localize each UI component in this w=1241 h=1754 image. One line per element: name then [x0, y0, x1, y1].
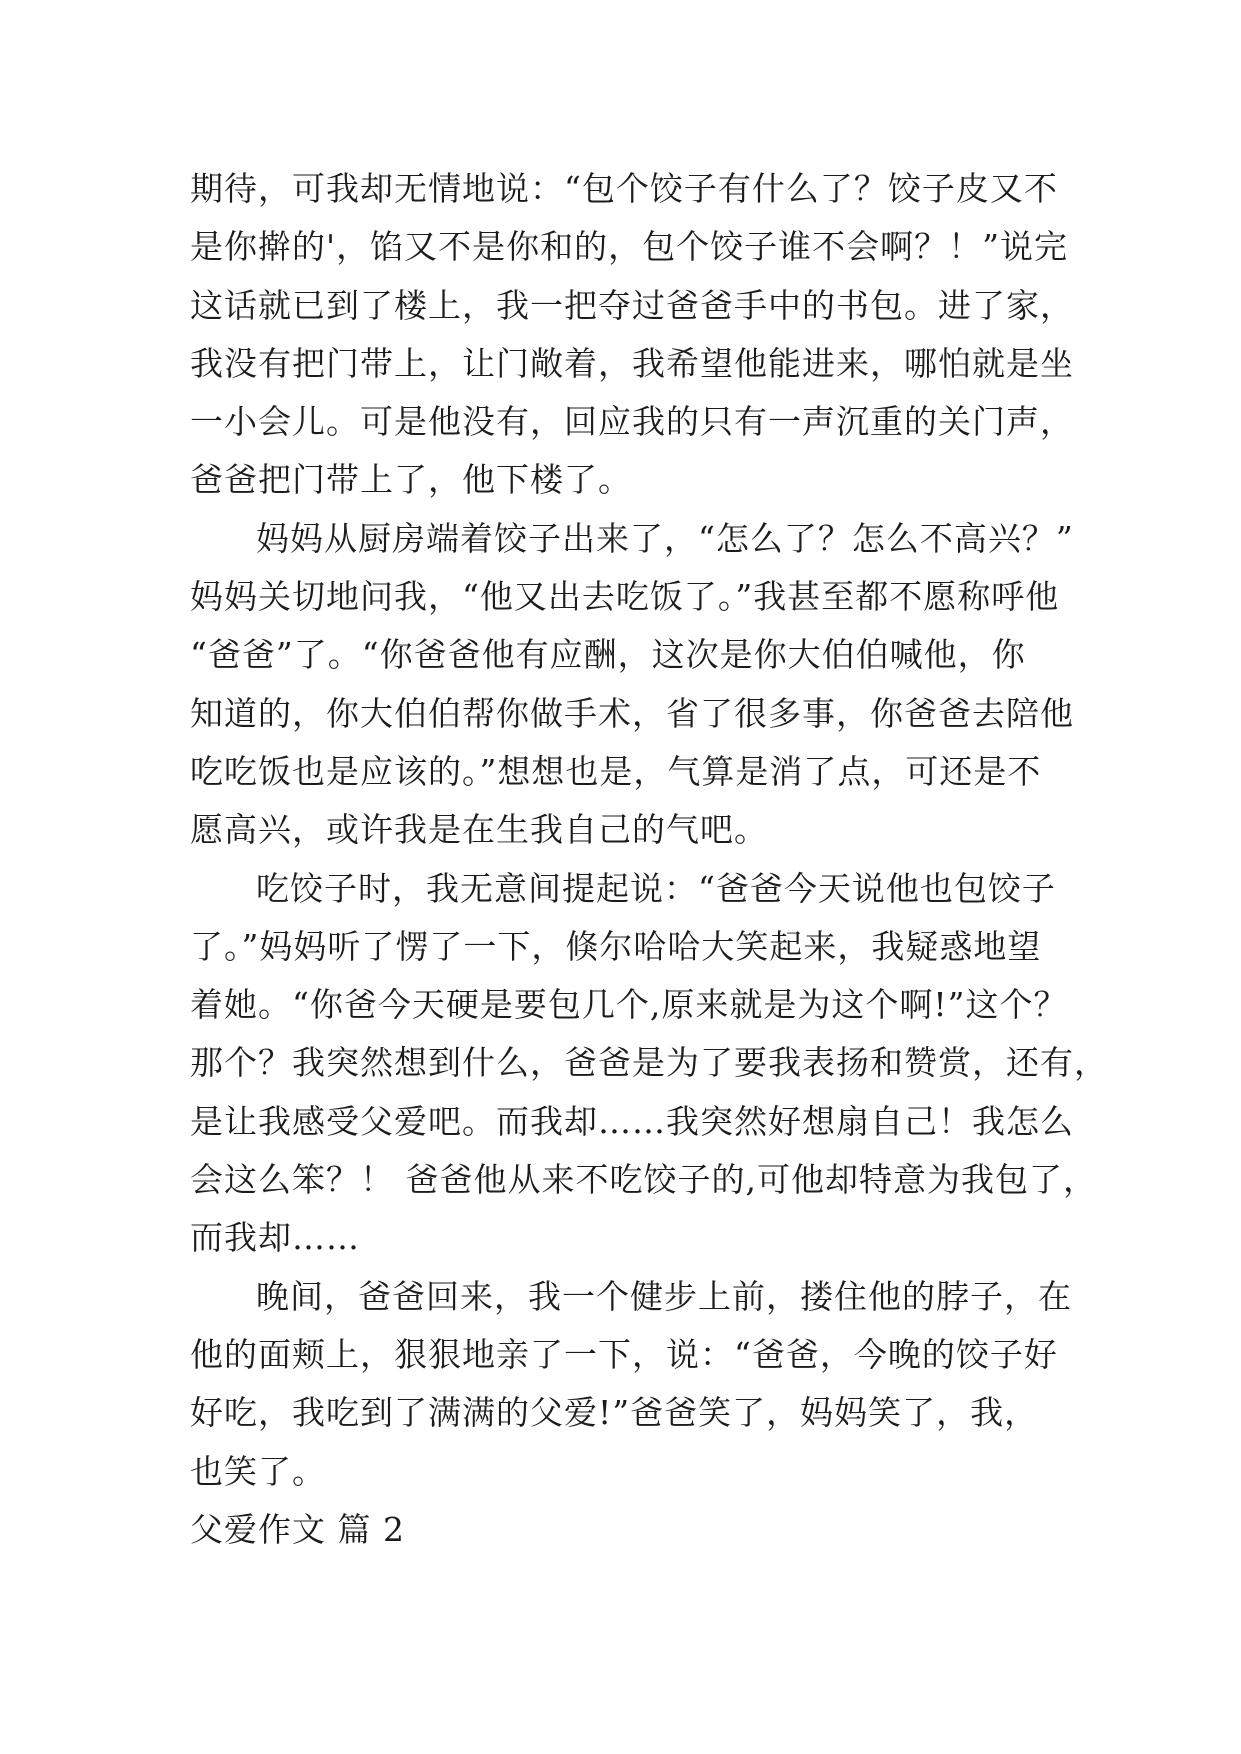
- text-line: 吃饺子时，我无意间提起说：“爸爸今天说他也包饺子: [256, 868, 1056, 908]
- text-line: 会这么笨？！ 爸爸他从来不吃饺子的,可他却特意为我包了，: [190, 1160, 1097, 1200]
- paragraph-1: [190, 160, 1074, 510]
- text-line: 妈妈从厨房端着饺子出来了，“怎么了？怎么不高兴？”: [256, 518, 1074, 558]
- text-line: 也笑了。: [190, 1451, 326, 1491]
- text-line: 而我却……: [190, 1218, 360, 1258]
- text-line: 妈妈关切地问我，“他又出去吃饭了。”我甚至都不愿称呼他: [190, 577, 1060, 617]
- text-line: 知道的，你大伯伯帮你做手术，省了很多事，你爸爸去陪他: [190, 693, 1074, 733]
- section-heading: 父爱作文 篇 2: [190, 1509, 405, 1549]
- text-line: 一小会儿。可是他没有，回应我的只有一声沉重的关门声，: [190, 402, 1074, 442]
- paragraph-3: [190, 860, 1108, 1268]
- text-line: 吃吃饭也是应该的。”想想也是，气算是消了点，可还是不: [190, 751, 1042, 791]
- text-line: “爸爸”了。“你爸爸他有应酬，这次是你大伯伯喊他，你: [190, 635, 1026, 675]
- text-line: 那个？我突然想到什么，爸爸是为了要我表扬和赞赏，还有，: [190, 1043, 1108, 1083]
- text-line: 期待，可我却无情地说：“包个饺子有什么了？饺子皮又不: [190, 169, 1058, 208]
- text-line: 是你擀的'，馅又不是你和的，包个饺子谁不会啊？！”说完: [190, 227, 1068, 267]
- paragraph-4: [190, 1268, 1070, 1501]
- text-line: 晚间，爸爸回来，我一个健步上前，搂住他的脖子，在: [256, 1276, 1072, 1316]
- text-line: 他的面颊上，狠狠地亲了一下，说：“爸爸，今晚的饺子好: [190, 1334, 1058, 1374]
- text-line: 愿高兴，或许我是在生我自己的气吧。: [190, 810, 768, 850]
- text-line: 这话就已到了楼上，我一把夺过爸爸手中的书包。进了家，: [190, 285, 1074, 325]
- text-line: 着她。“你爸今天硬是要包几个,原来就是为这个啊!”这个？: [190, 985, 1068, 1025]
- document-body: [190, 160, 1108, 1559]
- text-line: 了。”妈妈听了愣了一下，倏尔哈哈大笑起来，我疑惑地望: [190, 926, 1042, 966]
- text-line: 爸爸把门带上了，他下楼了。: [190, 460, 632, 500]
- paragraph-2: [190, 510, 1074, 860]
- text-line: 好吃，我吃到了满满的父爱!”爸爸笑了，妈妈笑了，我，: [190, 1393, 1039, 1433]
- text-line: 我没有把门带上，让门敞着，我希望他能进来，哪怕就是坐: [190, 343, 1074, 383]
- text-line: 是让我感受父爱吧。而我却……我突然好想扇自己！我怎么: [190, 1101, 1074, 1141]
